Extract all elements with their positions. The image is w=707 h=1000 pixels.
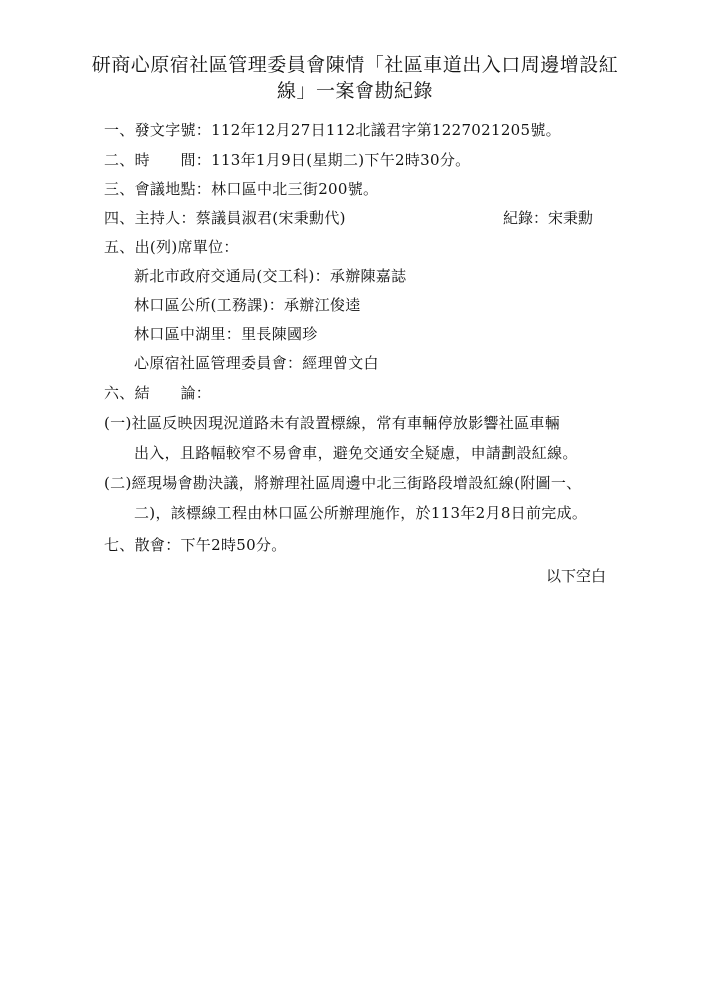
conclusion-1-line1: (一)社區反映因現況道路未有設置標線，常有車輛停放影響社區車輛: [104, 414, 561, 432]
item-meeting-place: 三、會議地點：林口區中北三街200號。: [104, 180, 379, 198]
item-conclusion-heading: 六、結 論：: [104, 384, 212, 402]
attendee-item: 林口區中湖里：里長陳國珍: [134, 325, 318, 343]
item-meeting-time: 二、時 間：113年1月9日(星期二)下午2時30分。: [104, 151, 471, 169]
conclusion-2-line1: (二)經現場會勘決議，將辦理社區周邊中北三街路段增設紅線(附圖一、: [104, 474, 582, 492]
item-recorder: 紀錄：宋秉勳: [503, 209, 594, 227]
item-document-number: 一、發文字號：112年12月27日112北議君字第1227021205號。: [104, 121, 561, 139]
conclusion-1-line2: 出入，且路幅較窄不易會車，避免交通安全疑慮，申請劃設紅線。: [134, 444, 578, 462]
attendee-item: 林口區公所(工務課)：承辦江俊逵: [134, 296, 361, 314]
document-title-line1: 研商心原宿社區管理委員會陳情「社區車道出入口周邊增設紅: [91, 54, 619, 76]
attendee-item: 心原宿社區管理委員會：經理曾文白: [134, 354, 379, 372]
item-host: 四、主持人：蔡議員淑君(宋秉勳代): [104, 209, 346, 227]
end-note: 以下空白: [546, 567, 607, 585]
document-title-line2: 線」一案會勘紀錄: [276, 80, 433, 102]
attendee-item: 新北市政府交通局(交工科)：承辦陳嘉誌: [134, 267, 407, 285]
conclusion-2-line2: 二)，該標線工程由林口區公所辦理施作，於113年2月8日前完成。: [134, 504, 588, 522]
item-attendees-heading: 五、出(列)席單位：: [104, 238, 239, 256]
item-adjourn: 七、散會：下午2時50分。: [104, 536, 287, 554]
